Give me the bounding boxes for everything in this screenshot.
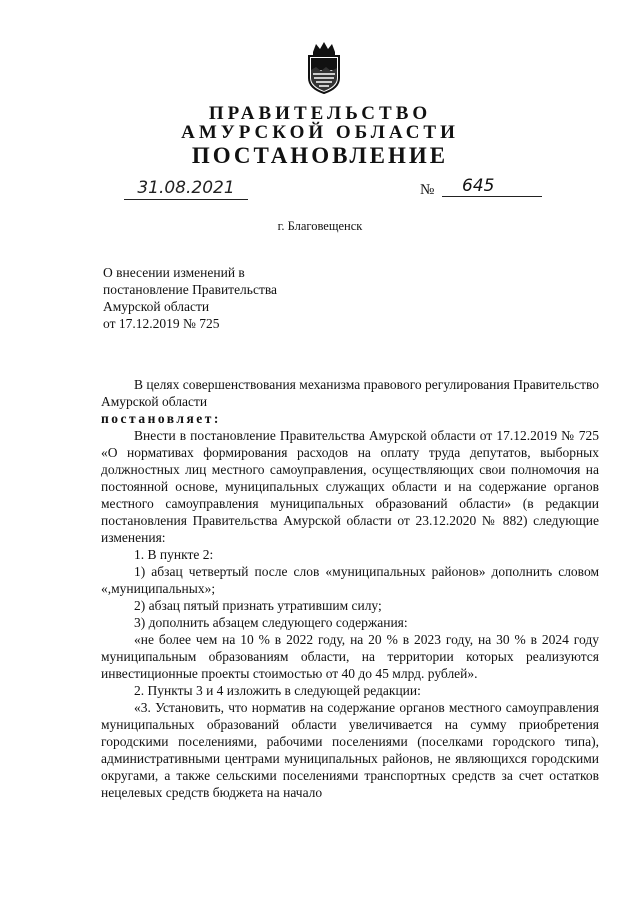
document-number: 645 xyxy=(442,176,542,197)
number-label: № xyxy=(420,182,435,198)
paragraph: 1. В пункте 2: xyxy=(134,547,214,562)
org-name-line1: ПРАВИТЕЛЬСТВО xyxy=(208,103,432,124)
paragraph: «3. Установить, что норматив на содержание органов местного самоуправления муниципальных образований области увеличивается на сумму приобретения городскими поселениями, рабочими поселениями (поселками городского типа), административными центрами муниципальных районов, не являющихся городскими округами, а также сельскими поселениями транспортных средств за счет остатков нецелевых средств бюджета на начало xyxy=(101,700,599,800)
paragraph: 2. Пункты 3 и 4 изложить в следующей редакции: xyxy=(134,683,421,698)
paragraph: 2) абзац пятый признать утратившим силу; xyxy=(134,598,382,613)
document-body xyxy=(101,376,599,801)
document-type: ПОСТАНОВЛЕНИЕ xyxy=(191,143,449,168)
subject-line: О внесении изменений в xyxy=(103,265,245,280)
subject-line: постановление Правительства xyxy=(103,282,278,297)
paragraph: Внести в постановление Правительства Амурской области от 17.12.2019 № 725 «О нормативах формирования расходов на оплату труда депутатов, выборных должностных лиц местного самоуправления, осуществляющих свои полномочия на постоянной основе, муниципальных служащих области и на содержание органов местного самоуправления муниципальных образований области» (в редакции постановления Правительства Амурской области от 23.12.2020 № 882) следующие изменения: xyxy=(101,428,599,545)
coat-of-arms-icon xyxy=(304,40,344,94)
resolves-word: постановляет: xyxy=(101,411,221,426)
document-date: 31.08.2021 xyxy=(124,178,248,200)
preamble: В целях совершенствования механизма правового регулирования Правительство Амурской области xyxy=(101,377,599,409)
paragraph: 3) дополнить абзацем следующего содержания: xyxy=(134,615,408,630)
city-name: г. Благовещенск xyxy=(277,219,363,233)
subject-line: от 17.12.2019 № 725 xyxy=(103,316,220,331)
paragraph: «не более чем на 10 % в 2022 году, на 20 % в 2023 году, на 30 % в 2024 году муниципальным образованиям области, на территории которых реализуются инвестиционные проекты стоимостью от 40 до 45 млрд. рублей». xyxy=(101,632,599,681)
paragraph: 1) абзац четвертый после слов «муниципальных районов» дополнить словом «,муниципальных»; xyxy=(101,564,599,596)
subject-line: Амурской области xyxy=(103,299,210,314)
document-subject xyxy=(103,264,277,332)
org-name-line2: АМУРСКОЙ ОБЛАСТИ xyxy=(181,122,459,143)
